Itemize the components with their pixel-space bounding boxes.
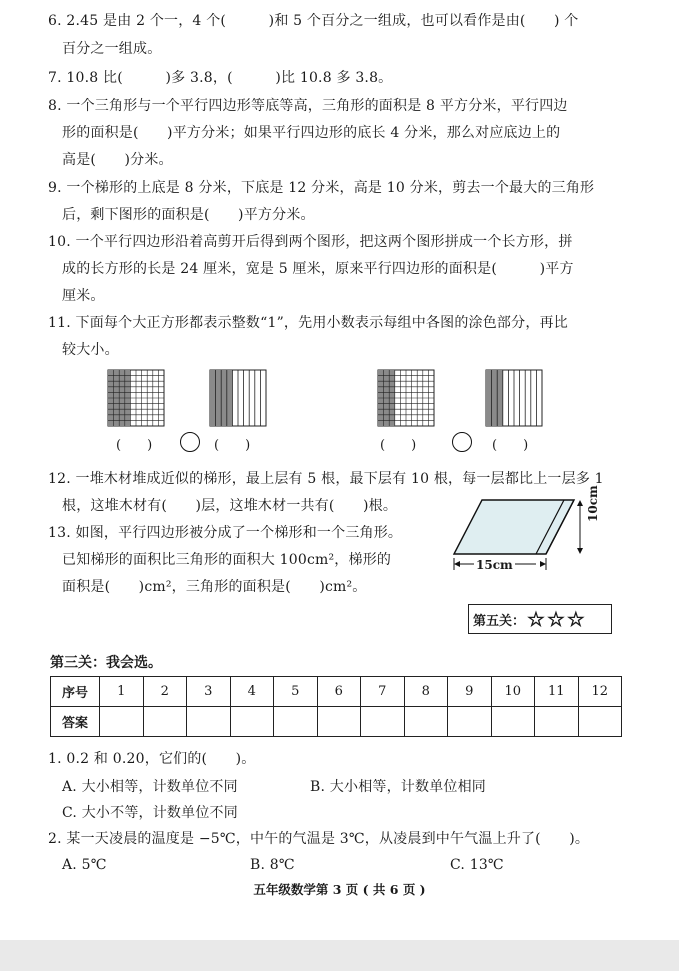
q6-line1: 6. 2.45 是由 2 个一，4 个( )和 5 个百分之一组成，也可以看作是由( ) 个: [48, 13, 579, 29]
choice1-option-b[interactable]: B. 大小相等，计数单位相同: [310, 779, 486, 795]
table-cell-num: 12: [578, 677, 622, 707]
section3-title: 第三关：我会选。: [50, 655, 162, 671]
choice2-stem: 2. 某一天凌晨的温度是 −5℃，中午的气温是 3℃，从凌晨到中午气温上升了( )。: [48, 831, 590, 847]
table-cell-num: 6: [317, 677, 361, 707]
table-cell-num: 5: [274, 677, 318, 707]
q7-line1: 7. 10.8 比( )多 3.8，( )比 10.8 多 3.8。: [48, 70, 393, 86]
q11-strips-1: [210, 370, 266, 426]
table-row: [51, 707, 622, 737]
choice1-option-c[interactable]: C. 大小不等，计数单位不同: [62, 805, 238, 821]
q11-line2: 较大小。: [62, 342, 119, 358]
answer-cell[interactable]: [187, 707, 231, 737]
row-head-ans: 答案: [51, 707, 100, 737]
q9-line1: 9. 一个梯形的上底是 8 分米，下底是 12 分米，高是 10 分米，剪去一个最大的三角形: [48, 180, 595, 196]
choice1-stem: 1. 0.2 和 0.20，它们的( )。: [48, 751, 256, 767]
q10-line2: 成的长方形的长是 24 厘米，宽是 5 厘米，原来平行四边形的面积是( )平方: [62, 261, 574, 277]
answer-cell[interactable]: [491, 707, 535, 737]
level-badge: [468, 604, 612, 634]
q11-strips-2: [486, 370, 542, 426]
answer-cell[interactable]: [578, 707, 622, 737]
table-cell-num: 10: [491, 677, 535, 707]
badge-label: 第五关：: [473, 613, 526, 629]
q11-compare-circle-2[interactable]: [452, 432, 472, 452]
q13-line2: 已知梯形的面积比三角形的面积大 100cm²，梯形的: [62, 552, 392, 568]
star-icon: ☆: [546, 607, 565, 631]
table-cell-num: 3: [187, 677, 231, 707]
q11-blank-3[interactable]: ( ): [380, 438, 417, 453]
answer-cell[interactable]: [143, 707, 187, 737]
q11-line1: 11. 下面每个大正方形都表示整数“1”，先用小数表示每组中各图的涂色部分，再比: [48, 315, 568, 331]
table-cell-num: 9: [448, 677, 492, 707]
q13-base-label: 15cm: [476, 558, 513, 572]
q6-line2: 百分之一组成。: [62, 41, 162, 57]
q11-blank-1[interactable]: ( ): [116, 438, 153, 453]
q13-line3: 面积是( )cm²，三角形的面积是( )cm²。: [62, 579, 367, 595]
answer-cell[interactable]: [100, 707, 144, 737]
table-cell-num: 1: [100, 677, 144, 707]
q13-height-label: 10cm: [586, 485, 600, 522]
q8-line1: 8. 一个三角形与一个平行四边形等底等高，三角形的面积是 8 平方分米，平行四边: [48, 98, 568, 114]
table-cell-num: 7: [361, 677, 405, 707]
answer-cell[interactable]: [535, 707, 579, 737]
q9-line2: 后，剩下图形的面积是( )平方分米。: [62, 207, 315, 223]
q12-line2: 根，这堆木材有( )层，这堆木材一共有( )根。: [62, 498, 398, 514]
q12-line1: 12. 一堆木材堆成近似的梯形，最上层有 5 根，最下层有 10 根，每一层都比上一层多 1: [48, 471, 604, 487]
q11-grid-2: [378, 370, 434, 426]
choice2-option-c[interactable]: C. 13℃: [450, 857, 504, 873]
answer-cell[interactable]: [274, 707, 318, 737]
table-cell-num: 2: [143, 677, 187, 707]
q11-compare-circle-1[interactable]: [180, 432, 200, 452]
star-icon: ☆: [527, 607, 545, 631]
q8-line2: 形的面积是( )平方分米；如果平行四边形的底长 4 分米，那么对应底边上的: [62, 125, 561, 141]
answer-cell[interactable]: [448, 707, 492, 737]
q11-blank-2[interactable]: ( ): [214, 438, 251, 453]
q11-blank-4[interactable]: ( ): [492, 438, 529, 453]
answer-cell[interactable]: [404, 707, 448, 737]
q10-line3: 厘米。: [62, 288, 105, 304]
answer-table: [50, 676, 622, 737]
star-icon: ☆: [566, 607, 585, 631]
q11-grid-1: [108, 370, 164, 426]
q10-line1: 10. 一个平行四边形沿着高剪开后得到两个图形，把这两个图形拼成一个长方形，拼: [48, 234, 573, 250]
q8-line3: 高是( )分米。: [62, 152, 173, 168]
table-row: [51, 677, 622, 707]
choice2-option-a[interactable]: A. 5℃: [62, 857, 107, 873]
answer-cell[interactable]: [230, 707, 274, 737]
choice2-option-b[interactable]: B. 8℃: [250, 857, 295, 873]
table-cell-num: 4: [230, 677, 274, 707]
q13-parallelogram-figure: [440, 496, 610, 582]
table-cell-num: 11: [535, 677, 579, 707]
answer-cell[interactable]: [361, 707, 405, 737]
page-footer: 五年级数学第 3 页 ( 共 6 页 ): [253, 882, 426, 897]
q11-figures: [100, 366, 560, 430]
answer-cell[interactable]: [317, 707, 361, 737]
row-head-num: 序号: [51, 677, 100, 707]
q13-line1: 13. 如图，平行四边形被分成了一个梯形和一个三角形。: [48, 525, 403, 541]
table-cell-num: 8: [404, 677, 448, 707]
bottom-strip: [0, 940, 679, 971]
choice1-option-a[interactable]: A. 大小相等，计数单位不同: [62, 779, 238, 795]
